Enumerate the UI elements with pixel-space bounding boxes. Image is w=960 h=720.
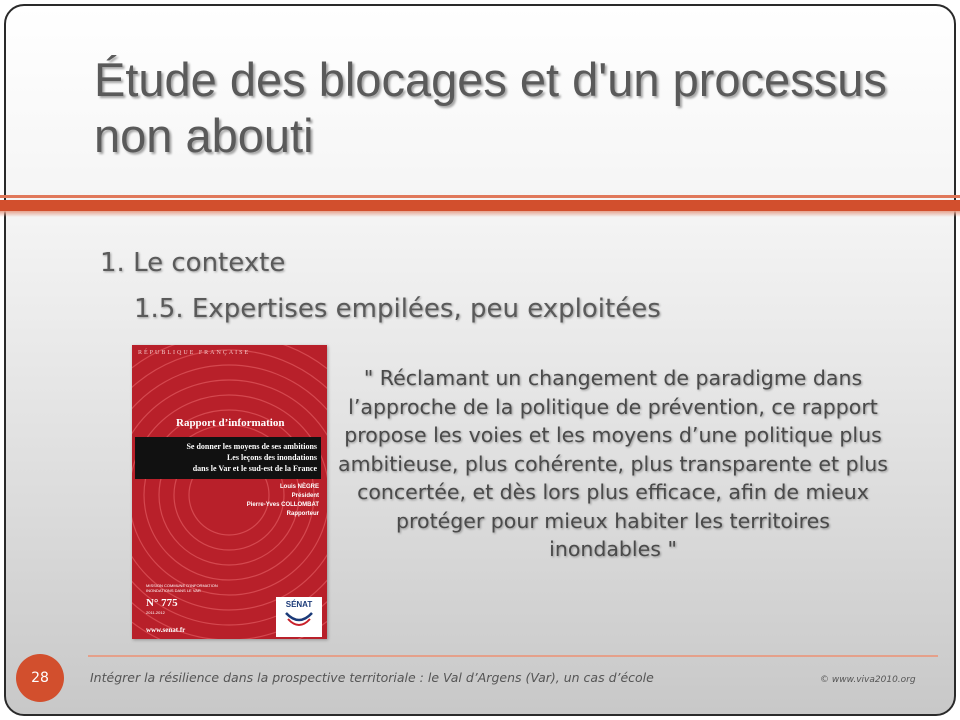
cover-author: Pierre-Yves COLLOMBAT xyxy=(246,502,319,508)
report-quote: " Réclamant un changement de paradigme dans l’approche de la politique de prévention, ce rapport propose les voies et les moyens d’une politique plus ambitieuse, plus cohérente, plus transparente et plus concertée, et dès lors plus efficace, afin de mieux protéger pour mieux habiter les territoires inondables " xyxy=(338,366,888,561)
slide-title: Étude des blocages et d'un processus non abouti xyxy=(94,53,887,162)
title-divider-shadow xyxy=(0,211,960,217)
cover-band-line: Les leçons des inondations xyxy=(226,453,317,462)
cover-heading: Rapport d’information xyxy=(176,417,285,429)
page-number-badge: 28 xyxy=(16,654,64,702)
cover-year: 2011-2012 xyxy=(146,610,165,615)
cover-republique-text: RÉPUBLIQUE FRANÇAISE xyxy=(138,350,251,356)
title-divider-thin xyxy=(0,195,960,198)
cover-report-number: N° 775 xyxy=(146,597,178,609)
section-heading: 1. Le contexte xyxy=(100,248,286,278)
cover-band-line: dans le Var et le sud-est de la France xyxy=(192,464,317,473)
cover-author-role: Président xyxy=(291,493,319,499)
subsection-heading: 1.5. Expertises empilées, peu exploitées xyxy=(134,294,661,324)
cover-mission-text: MISSION COMMUNE D’INFORMATION INONDATIONS DANS LE VAR xyxy=(146,583,218,593)
senat-logo xyxy=(276,597,322,637)
cover-authors xyxy=(247,483,319,519)
senat-logo-text: SÉNAT xyxy=(285,600,313,609)
cover-author: Louis NÈGRE xyxy=(279,484,319,490)
cover-title-band xyxy=(135,437,321,479)
cover-author-role: Rapporteur xyxy=(286,511,319,517)
cover-url: www.senat.fr xyxy=(146,626,186,634)
footer-divider xyxy=(88,655,938,657)
footer-copyright: © www.viva2010.org xyxy=(820,675,916,685)
report-cover-image xyxy=(132,345,327,639)
cover-band-line: Se donner les moyens de ses ambitions xyxy=(186,442,317,451)
title-divider xyxy=(0,200,960,211)
footer-caption: Intégrer la résilience dans la prospective territoriale : le Val d’Argens (Var), un cas d’école xyxy=(90,670,654,685)
